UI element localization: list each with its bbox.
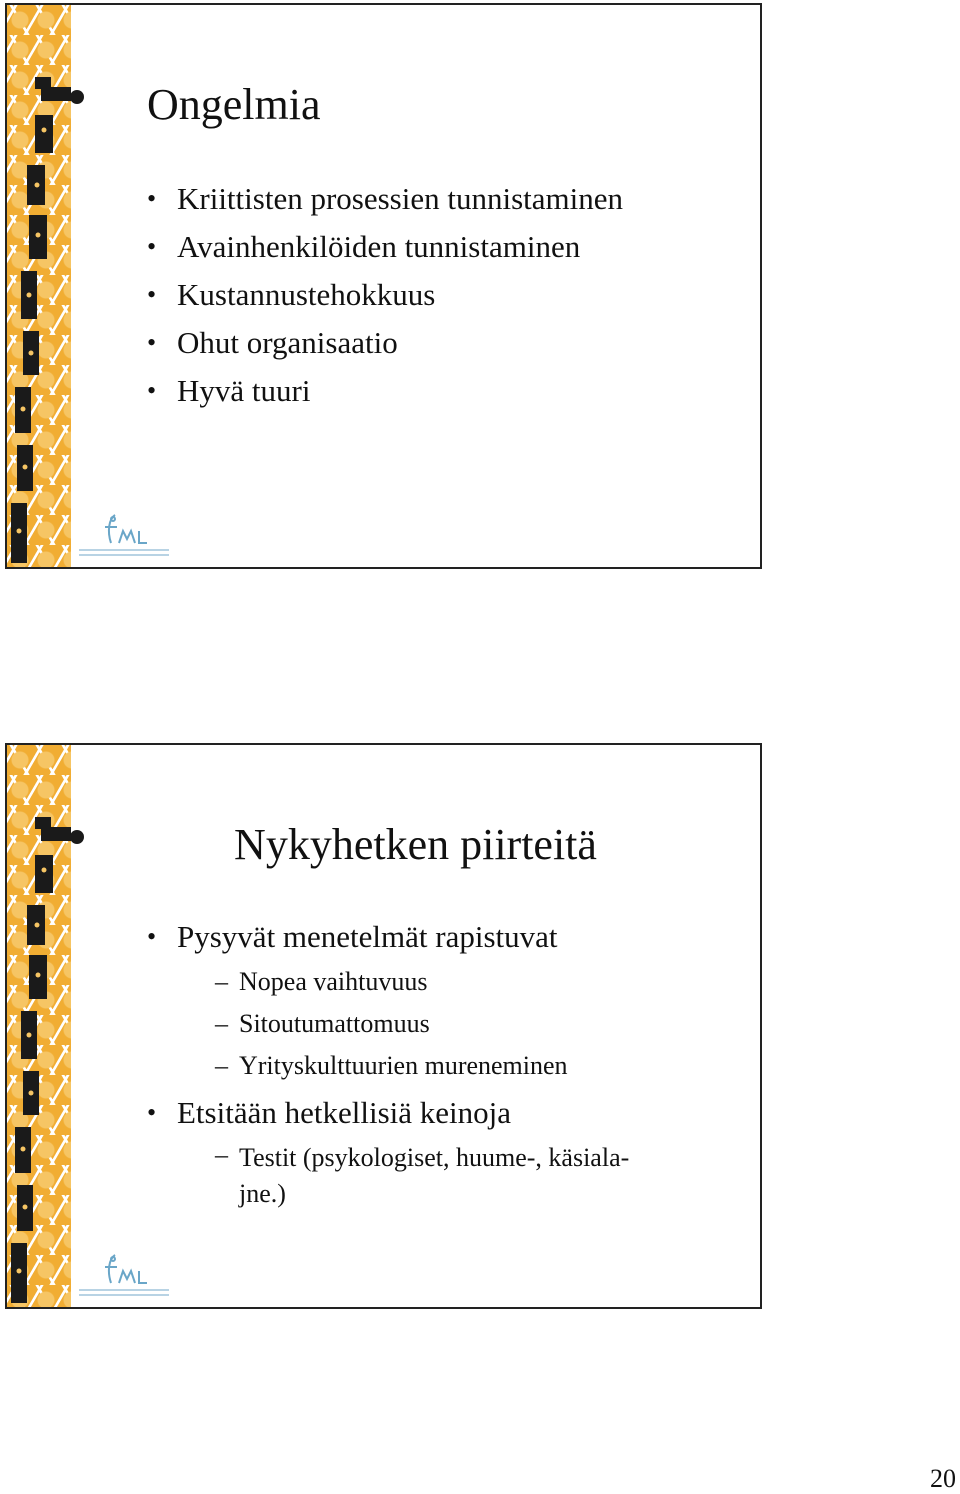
- fml-logo-icon: [79, 513, 179, 561]
- slide-2: [5, 743, 762, 1309]
- sub-list: [177, 1137, 747, 1212]
- fml-logo-icon: [79, 1253, 179, 1301]
- bullet-list: [147, 913, 747, 1214]
- list-item: [147, 913, 747, 1087]
- sub-list: [177, 961, 747, 1087]
- list-item-label: Pysyvät menetelmät rapistuvat: [177, 919, 558, 954]
- list-item: • Kustannustehokkuus: [147, 271, 747, 319]
- list-item: • Hyvä tuuri: [147, 367, 747, 415]
- bullet-list: [147, 175, 747, 415]
- list-item: [147, 1089, 747, 1212]
- sub-list-item: – Sitoutumattomuus: [177, 1003, 747, 1045]
- slide-1: [5, 3, 762, 569]
- vine-decoration-icon: [7, 75, 97, 569]
- slide-title: Ongelmia: [147, 80, 321, 129]
- sub-list-item: – Nopea vaihtuvuus: [177, 961, 747, 1003]
- list-item: • Avainhenkilöiden tunnistaminen: [147, 223, 747, 271]
- page-number: 20: [930, 1464, 956, 1493]
- slide-title: Nykyhetken piirteitä: [234, 820, 597, 869]
- list-item: • Ohut organisaatio: [147, 319, 747, 367]
- sub-list-item: – Testit (psykologiset, huume-, käsiala- jne.): [177, 1137, 659, 1212]
- list-item: • Kriittisten prosessien tunnistaminen: [147, 175, 747, 223]
- list-item-label: Etsitään hetkellisiä keinoja: [177, 1095, 512, 1130]
- sub-list-item: – Yrityskulttuurien mureneminen: [177, 1045, 747, 1087]
- vine-decoration-icon: [7, 815, 97, 1309]
